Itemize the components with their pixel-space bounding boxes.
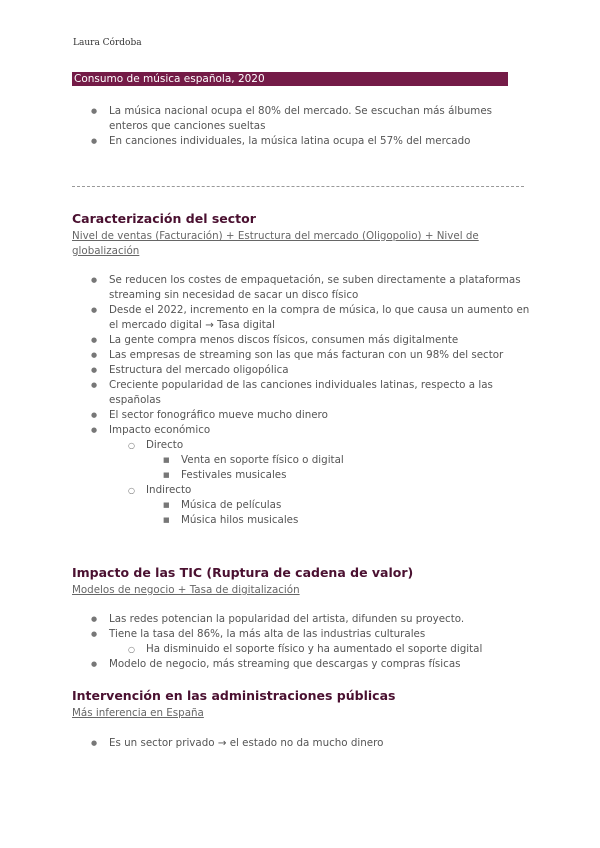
list-item: ● Impacto económico [91, 423, 531, 438]
section-title: Intervención en las administraciones públicas [72, 688, 396, 703]
list-item: ● Las empresas de streaming son las que más facturan con un 98% del sector [91, 348, 531, 363]
list-item: ● Desde el 2022, incremento en la compra de música, lo que causa un aumento en el mercado digital → Tasa digital [91, 303, 531, 333]
list-item: ○ Indirecto [91, 483, 531, 498]
dashed-divider [72, 186, 524, 187]
section-subtitle: Más inferencia en España [72, 707, 204, 719]
list-item: ● La música nacional ocupa el 80% del mercado. Se escuchan más álbumes enteros que canciones sueltas [91, 104, 531, 134]
list-item: ■ Festivales musicales [91, 468, 531, 483]
list-item: ○ Directo [91, 438, 531, 453]
section-subtitle: Modelos de negocio + Tasa de digitalización [72, 584, 300, 596]
section-subtitle: Nivel de ventas (Facturación) + Estructura del mercado (Oligopolio) + Nivel de globalización [72, 230, 479, 257]
list-item: ■ Música de películas [91, 498, 531, 513]
list-item: ● Es un sector privado → el estado no da mucho dinero [91, 736, 531, 751]
list-item: ● Tiene la tasa del 86%, la más alta de las industrias culturales [91, 627, 531, 642]
section-title: Caracterización del sector [72, 211, 256, 226]
intro-list [91, 104, 531, 149]
list-item: ● La gente compra menos discos físicos, consumen más digitalmente [91, 333, 531, 348]
list-item: ● Creciente popularidad de las canciones individuales latinas, respecto a las españolas [91, 378, 531, 408]
admin-list [91, 736, 531, 751]
list-item: ■ Música hilos musicales [91, 513, 531, 528]
list-item: ● Modelo de negocio, más streaming que descargas y compras físicas [91, 657, 531, 672]
list-item: ● En canciones individuales, la música latina ocupa el 57% del mercado [91, 134, 531, 149]
list-item: ● El sector fonográfico mueve mucho dinero [91, 408, 531, 423]
list-item: ○ Ha disminuido el soporte físico y ha aumentado el soporte digital [91, 642, 531, 657]
list-item: ● Estructura del mercado oligopólica [91, 363, 531, 378]
author-name: Laura Córdoba [73, 38, 142, 48]
list-item: ● Las redes potencian la popularidad del artista, difunden su proyecto. [91, 612, 531, 627]
sector-list [91, 273, 531, 528]
section-banner: Consumo de música española, 2020 [72, 72, 508, 86]
tic-list [91, 612, 531, 672]
list-item: ■ Venta en soporte físico o digital [91, 453, 531, 468]
section-title: Impacto de las TIC (Ruptura de cadena de valor) [72, 565, 414, 580]
list-item: ● Se reducen los costes de empaquetación, se suben directamente a plataformas streaming sin necesidad de sacar un disco físico [91, 273, 531, 303]
